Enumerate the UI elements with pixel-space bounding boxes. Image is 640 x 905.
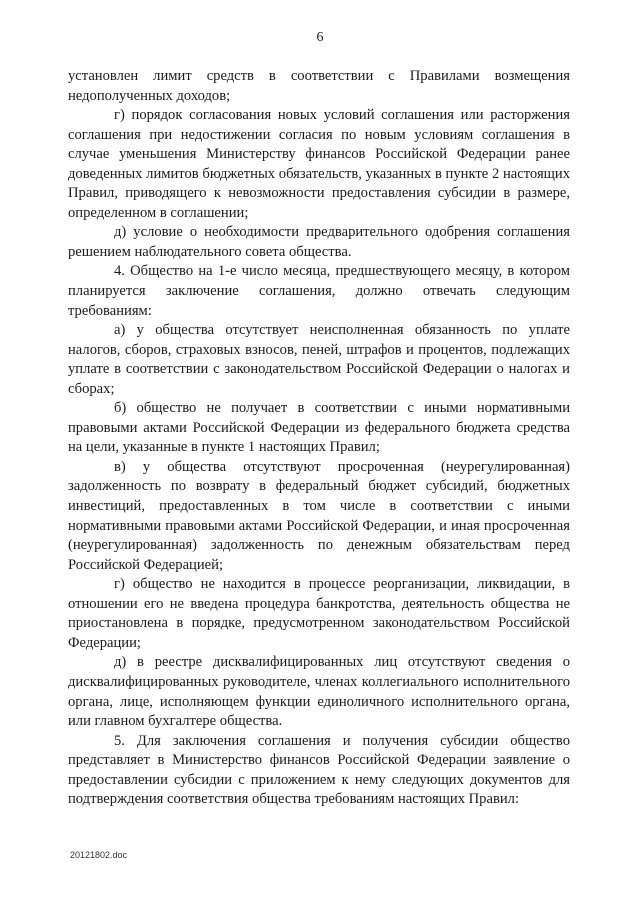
paragraph-item-b-no-other-funds: б) общество не получает в соответствии с иными нормативными правовыми актами Российской Федерации из федерального бюджета средства на цели, указанные в пункте 1 настоящих Правил; (68, 400, 570, 456)
paragraph-clause-5: 5. Для заключения соглашения и получения субсидии общество представляет в Министерство финансов Российской Федерации заявление о предоставлении субсидии с приложением к нему следующих документов для подтверждения соответствия общества требованиям настоящих Правил: (68, 732, 570, 808)
file-name-footer: 20121802.doc (70, 850, 128, 860)
paragraph-item-d-disqualified-registry: д) в реестре дисквалифицированных лиц отсутствуют сведения о дисквалифицированных руководителе, членах коллегиального исполнительного органа, лице, исполняющем функции единоличного исполнительного органа, или главном бухгалтере общества. (68, 654, 570, 730)
paragraph-item-g-no-reorganization: г) общество не находится в процессе реорганизации, ликвидации, в отношении его не введена процедура банкротства, деятельность общества не приостановлена в порядке, предусмотренном законодательством Российской Федерации; (68, 576, 570, 651)
document-body (68, 67, 570, 810)
page-number: 6 (316, 30, 324, 45)
paragraph-item-v-no-debt: в) у общества отсутствуют просроченная (неурегулированная) задолженность по возврату в федеральный бюджет субсидий, бюджетных инвестиций, предоставленных в том числе в соответствии с иными нормативными правовыми актами Российской Федерации, и иная просроченная (неурегулированная) задолженность по денежным обязательствам перед Российской Федерацией; (68, 458, 570, 573)
paragraph-item-d-approval: д) условие о необходимости предварительного одобрения соглашения решением наблюдательного совета общества. (68, 224, 570, 260)
paragraph-continuation: установлен лимит средств в соответствии с Правилами возмещения недополученных доходов; (68, 68, 570, 104)
paragraph-clause-4: 4. Общество на 1-е число месяца, предшествующего месяцу, в котором планируется заключение соглашения, должно отвечать следующим требованиям: (68, 263, 570, 319)
paragraph-item-a-taxes: а) у общества отсутствует неисполненная обязанность по уплате налогов, сборов, страховых взносов, пеней, штрафов и процентов, подлежащих уплате в соответствии с законодательством Российской Федерации о налогах и сборах; (68, 322, 570, 397)
paragraph-item-g-procedure: г) порядок согласования новых условий соглашения или расторжения соглашения при недостижении согласия по новым условиям соглашения в случае уменьшения Министерству финансов Российской Федерации ранее доведенных лимитов бюджетных обязательств, указанных в пункте 2 настоящих Правил, приводящего к невозможности предоставления субсидии в размере, определенном в соглашении; (68, 107, 570, 221)
